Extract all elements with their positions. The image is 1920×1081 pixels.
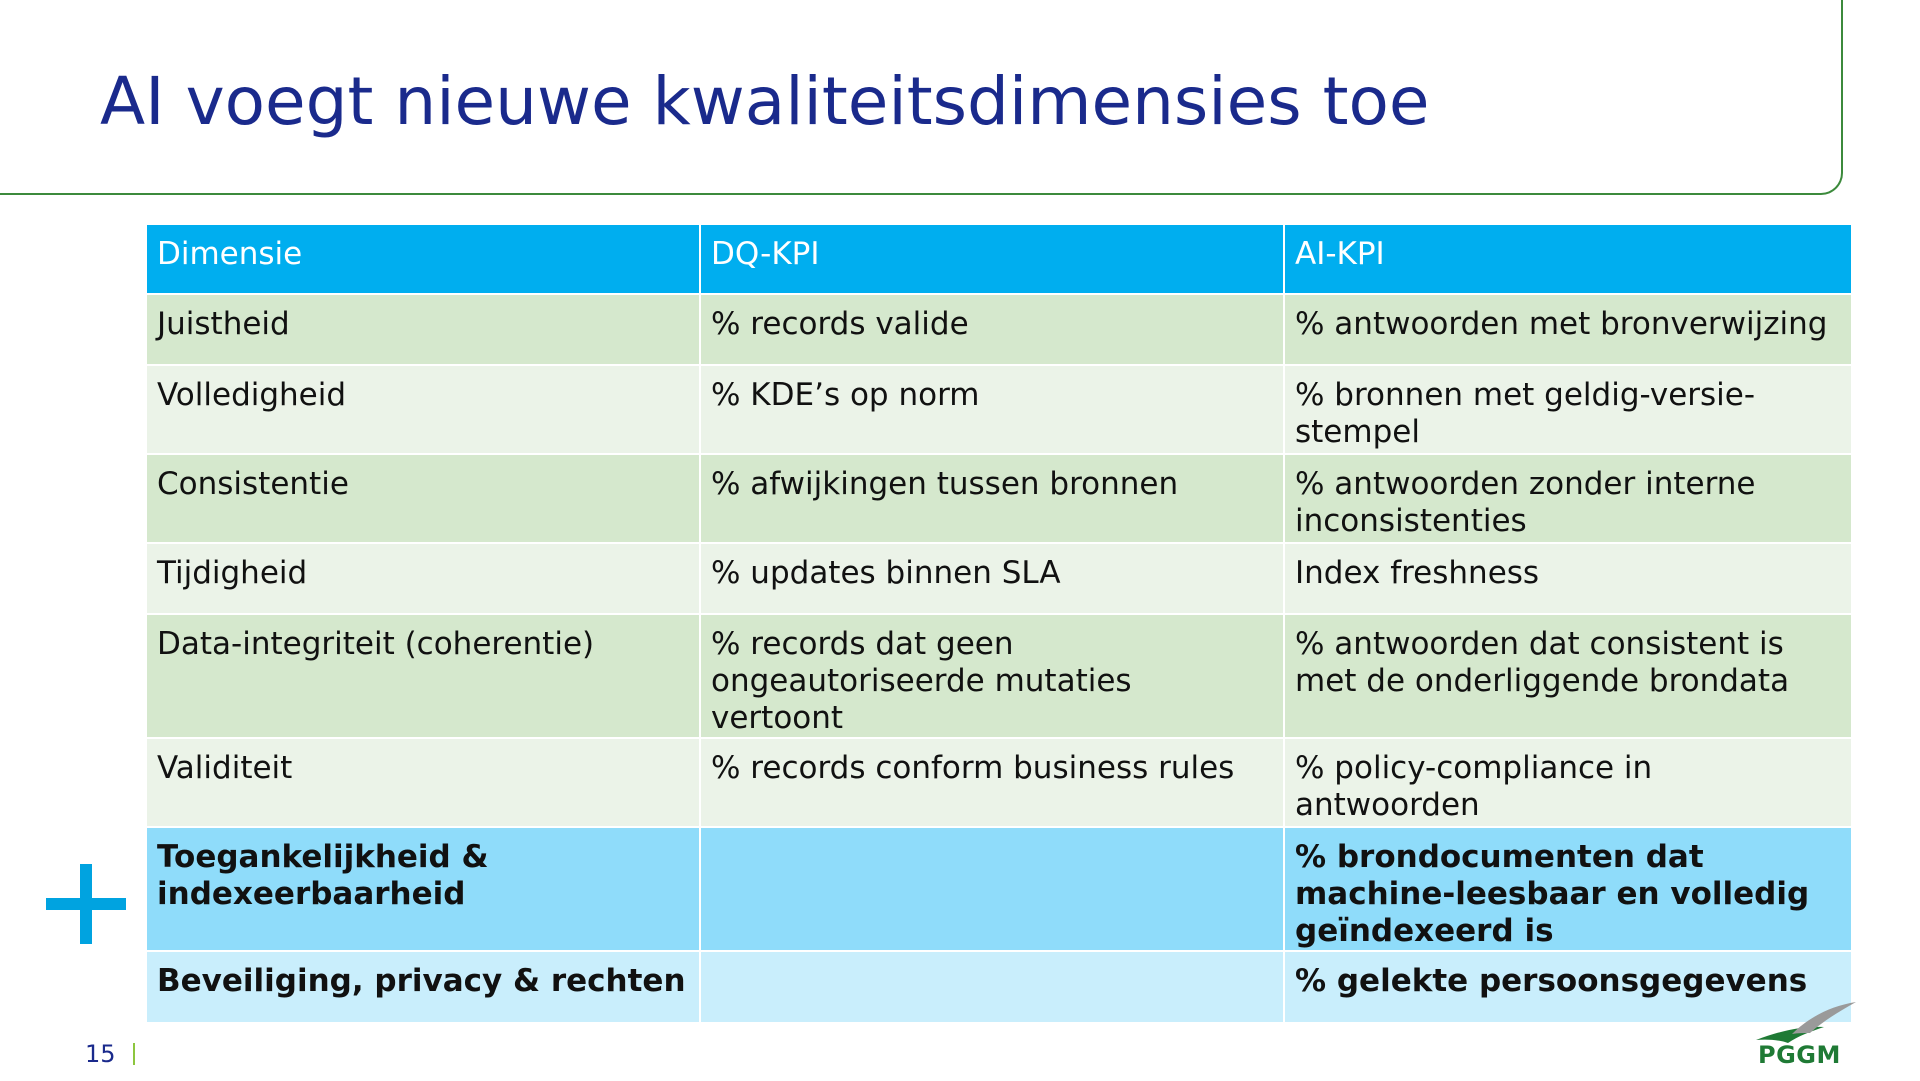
dimension-cell: Validiteit (146, 738, 700, 827)
pggm-logo (1752, 1000, 1862, 1070)
bird-icon (1752, 1000, 1862, 1045)
page-number: 15 (85, 1040, 116, 1068)
page-number-divider (133, 1043, 135, 1065)
dq-kpi-cell: % KDE’s op norm (700, 365, 1284, 454)
ai-kpi-cell: % antwoorden zonder interne inconsistenties (1284, 454, 1852, 543)
ai-kpi-cell: % gelekte persoonsgegevens (1284, 951, 1852, 1023)
dimension-cell: Consistentie (146, 454, 700, 543)
table-row (146, 614, 1852, 738)
dimension-cell: Toegankelijkheid & indexeerbaarheid (146, 827, 700, 951)
dq-kpi-cell: % records conform business rules (700, 738, 1284, 827)
dimension-cell: Tijdigheid (146, 543, 700, 614)
table-row (146, 365, 1852, 454)
ai-kpi-cell: % policy-compliance in antwoorden (1284, 738, 1852, 827)
ai-kpi-cell: % antwoorden met bronverwijzing (1284, 294, 1852, 365)
ai-kpi-cell: % antwoorden dat consistent is met de onderliggende brondata (1284, 614, 1852, 738)
ai-kpi-cell: % bronnen met geldig-versie-stempel (1284, 365, 1852, 454)
dimension-cell: Data-integriteit (coherentie) (146, 614, 700, 738)
ai-kpi-cell: % brondocumenten dat machine-leesbaar en volledig geïndexeerd is (1284, 827, 1852, 951)
table-row (146, 827, 1852, 951)
table-header-row (146, 224, 1852, 294)
dq-kpi-cell (700, 951, 1284, 1023)
dq-kpi-cell: % afwijkingen tussen bronnen (700, 454, 1284, 543)
header-cell-ai-kpi: AI-KPI (1284, 224, 1852, 294)
dq-kpi-cell (700, 827, 1284, 951)
kpi-table (145, 223, 1853, 1024)
table-row (146, 951, 1852, 1023)
dq-kpi-cell: % records dat geen ongeautoriseerde mutaties vertoont (700, 614, 1284, 738)
plus-icon (46, 864, 126, 944)
slide-title: AI voegt nieuwe kwaliteitsdimensies toe (100, 63, 1430, 140)
ai-kpi-cell: Index freshness (1284, 543, 1852, 614)
header-cell-dimensie: Dimensie (146, 224, 700, 294)
dimension-cell: Juistheid (146, 294, 700, 365)
logo-text: PGGM (1758, 1041, 1841, 1069)
table-row (146, 294, 1852, 365)
dq-kpi-cell: % updates binnen SLA (700, 543, 1284, 614)
table-row (146, 738, 1852, 827)
header-cell-dq-kpi: DQ-KPI (700, 224, 1284, 294)
dimension-cell: Beveiliging, privacy & rechten (146, 951, 700, 1023)
table-row (146, 454, 1852, 543)
dq-kpi-cell: % records valide (700, 294, 1284, 365)
table-row (146, 543, 1852, 614)
dimension-cell: Volledigheid (146, 365, 700, 454)
